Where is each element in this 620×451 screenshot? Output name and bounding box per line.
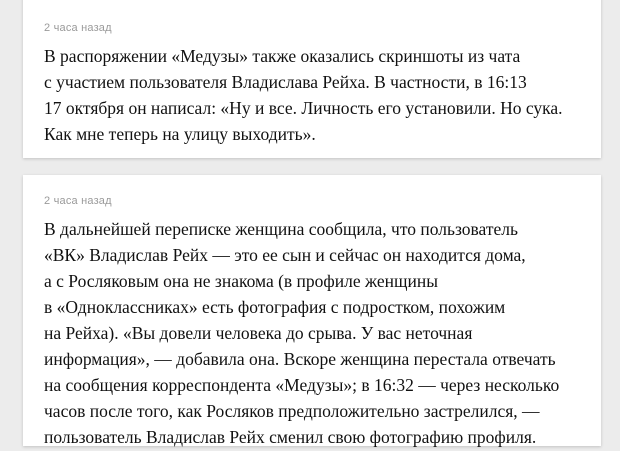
post-text-line: с участием пользователя Владислава Рейха. В частности, в 16:13 xyxy=(44,72,527,92)
post-text-line: на Рейха). «Вы довели человека до срыва. У вас неточная xyxy=(44,323,473,343)
post-text-line: а с Росляковым она не знакома (в профиле женщины xyxy=(44,271,438,291)
post-text-line: 17 октября он написал: «Ну и все. Личность его установили. Но сука. xyxy=(44,98,563,118)
post-text-line: часов после того, как Росляков предположительно застрелился, — xyxy=(44,401,540,421)
feed-post xyxy=(23,175,601,446)
post-text-line: В дальнейшей переписке женщина сообщила, что пользователь xyxy=(44,219,519,239)
feed-post xyxy=(23,0,601,158)
post-text-line: «ВК» Владислав Рейх — это ее сын и сейчас он находится дома, xyxy=(44,245,526,265)
post-text-line: на сообщения корреспондента «Медузы»; в 16:32 — через несколько xyxy=(44,375,560,395)
post-timestamp: 2 часа назад xyxy=(44,22,112,34)
post-text-line: Как мне теперь на улицу выходить». xyxy=(44,124,316,144)
post-text-line: информация», — добавила она. Вскоре женщина перестала отвечать xyxy=(44,349,556,369)
post-text xyxy=(44,216,580,450)
post-text-line: В распоряжении «Медузы» также оказались скриншоты из чата xyxy=(44,46,521,66)
post-text-line: в «Одноклассниках» есть фотография с подростком, похожим xyxy=(44,297,506,317)
post-text xyxy=(44,43,580,147)
post-text-line: пользователь Владислав Рейх сменил свою фотографию профиля. xyxy=(44,427,537,447)
post-timestamp: 2 часа назад xyxy=(44,195,112,207)
